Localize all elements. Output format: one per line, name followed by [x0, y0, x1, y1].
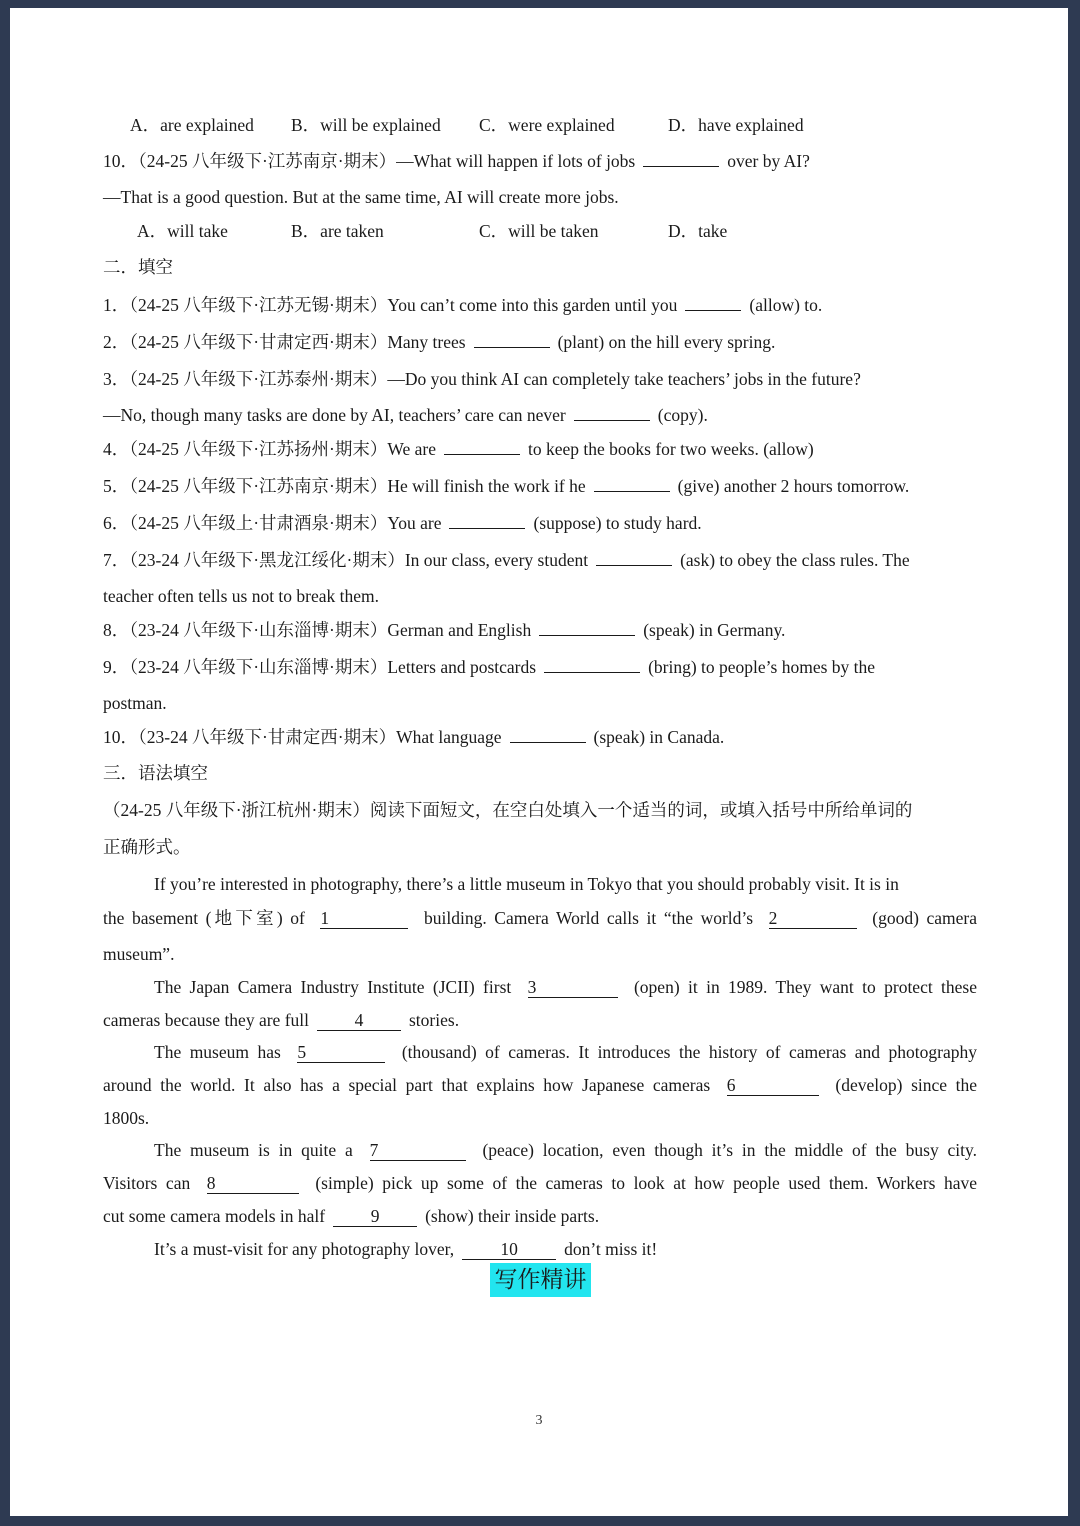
option-c: C．were explained — [479, 115, 615, 135]
answer-blank — [510, 724, 586, 743]
answer-blank — [643, 148, 719, 167]
passage-line: cameras because they are full 4 stories. — [103, 1010, 460, 1030]
answer-blank — [444, 436, 520, 455]
passage-line: 1800s. — [103, 1108, 150, 1128]
passage-line: Visitors can 8 (simple) pick up some of the cameras to look at how people used them. Workers have — [103, 1173, 978, 1193]
fill-item: 8．（23-24 八年级下·山东淄博·期末）German and English (speak) in Germany. — [103, 617, 785, 643]
fill-item: teacher often tells us not to break them. — [103, 586, 380, 606]
section-title: 三．语法填空 — [103, 763, 208, 783]
numbered-blank: 10 — [462, 1239, 556, 1260]
passage-line: It’s a must-visit for any photography lover, 10 don’t miss it! — [154, 1239, 658, 1259]
numbered-blank: 3 — [528, 977, 618, 998]
fill-item: 4．（24-25 八年级下·江苏扬州·期末）We are to keep the books for two weeks. (allow) — [103, 436, 814, 462]
numbered-blank: 7 — [370, 1140, 466, 1161]
numbered-blank: 5 — [297, 1042, 385, 1063]
passage-line: museum”. — [103, 944, 175, 964]
fill-item: 1．（24-25 八年级下·江苏无锡·期末）You can’t come into this garden until you (allow) to. — [103, 292, 822, 318]
q10-line1: 10．（24-25 八年级下·江苏南京·期末）—What will happen if lots of jobs over by AI? — [103, 148, 810, 174]
fill-item: postman. — [103, 693, 167, 713]
document-page — [10, 8, 1068, 1516]
passage-line: If you’re interested in photography, there’s a little museum in Tokyo that you should probably visit. It is in — [154, 874, 899, 894]
answer-blank — [474, 329, 550, 348]
passage-line: around the world. It also has a special part that explains how Japanese cameras 6 (develop) since the — [103, 1075, 978, 1095]
page-number: 3 — [535, 1413, 543, 1428]
fill-item: 5．（24-25 八年级下·江苏南京·期末）He will finish the work if he (give) another 2 hours tomorrow. — [103, 473, 909, 499]
passage-line: The museum has 5 (thousand) of cameras. It introduces the history of cameras and photography — [154, 1042, 978, 1062]
option-a: A．will take — [137, 221, 228, 241]
answer-blank — [574, 402, 650, 421]
answer-blank — [596, 547, 672, 566]
section-title: 二．填空 — [103, 257, 173, 277]
fill-item: 9．（23-24 八年级下·山东淄博·期末）Letters and postcards (bring) to people’s homes by the — [103, 654, 875, 680]
answer-blank — [594, 473, 670, 492]
q10-line2: —That is a good question. But at the same time, AI will create more jobs. — [103, 187, 619, 207]
fill-item: 3．（24-25 八年级下·江苏泰州·期末）—Do you think AI can completely take teachers’ jobs in the future? — [103, 369, 861, 389]
option-c: C．will be taken — [479, 221, 599, 241]
numbered-blank: 2 — [769, 908, 857, 929]
numbered-blank: 9 — [333, 1206, 417, 1227]
passage-line: The Japan Camera Industry Institute (JCII) first 3 (open) it in 1989. They want to protect these — [154, 977, 978, 997]
answer-blank — [544, 654, 640, 673]
grammar-instructions: （24-25 八年级下·浙江杭州·期末）阅读下面短文，在空白处填入一个适当的词，或填入括号中所给单词的 — [103, 800, 913, 820]
option-d: D．take — [668, 221, 728, 241]
fill-item: —No, though many tasks are done by AI, teachers’ care can never (copy). — [103, 402, 708, 428]
numbered-blank: 6 — [727, 1075, 819, 1096]
numbered-blank: 4 — [317, 1010, 401, 1031]
answer-blank — [539, 617, 635, 636]
option-a: A．are explained — [130, 115, 254, 135]
option-b: B．are taken — [291, 221, 384, 241]
fill-item: 10．（23-24 八年级下·甘肃定西·期末）What language (speak) in Canada. — [103, 724, 724, 750]
writing-section-banner: 写作精讲 — [490, 1263, 591, 1297]
passage-line: The museum is in quite a 7 (peace) location, even though it’s in the middle of the busy city. — [154, 1140, 978, 1160]
passage-line: the basement (地下室) of 1 building. Camera World calls it “the world’s 2 (good) camera — [103, 908, 978, 928]
grammar-instructions: 正确形式。 — [103, 837, 191, 857]
fill-item: 6．（24-25 八年级上·甘肃酒泉·期末）You are (suppose) to study hard. — [103, 510, 702, 536]
numbered-blank: 8 — [207, 1173, 299, 1194]
option-b: B．will be explained — [291, 115, 441, 135]
answer-blank — [685, 292, 741, 311]
option-d: D．have explained — [668, 115, 804, 135]
fill-item: 7．（23-24 八年级下·黑龙江绥化·期末）In our class, every student (ask) to obey the class rules. The — [103, 547, 910, 573]
answer-blank — [449, 510, 525, 529]
numbered-blank: 1 — [320, 908, 408, 929]
passage-line: cut some camera models in half 9 (show) their inside parts. — [103, 1206, 600, 1226]
fill-item: 2．（24-25 八年级下·甘肃定西·期末）Many trees (plant) on the hill every spring. — [103, 329, 775, 355]
